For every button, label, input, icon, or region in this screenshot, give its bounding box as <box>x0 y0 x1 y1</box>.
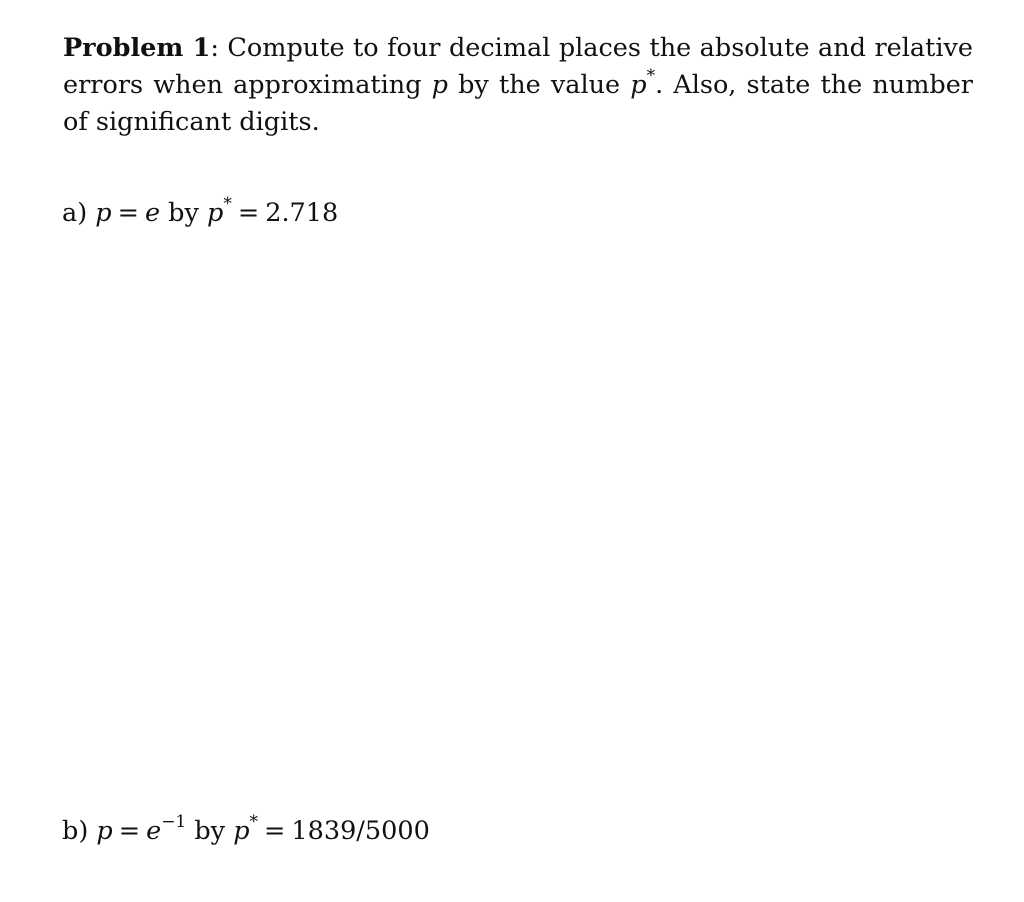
part-b-equals: = <box>118 816 141 846</box>
part-a-rhs-var: e <box>144 198 161 228</box>
math-var-pstar: p <box>630 70 647 100</box>
part-b-by: by <box>194 816 226 846</box>
problem-heading-colon: : <box>210 33 219 63</box>
problem-text-3: . Also, state the number of significant digits. <box>63 70 974 137</box>
part-b-approx-sup: * <box>249 812 259 832</box>
math-var-p: p <box>431 70 448 100</box>
math-var-pstar-sup: * <box>646 66 656 86</box>
part-a-equals: = <box>117 198 139 228</box>
part-a-by: by <box>168 198 199 228</box>
part-b-label: b) <box>62 816 89 846</box>
part-a-equals-2: = <box>237 198 260 228</box>
part-a-approx-var: p <box>207 198 224 228</box>
problem-text-2: by the value <box>448 70 631 100</box>
part-b-value: 1839/5000 <box>291 816 430 846</box>
problem-text-1: Compute to four decimal places the absolute and relative errors when approximating <box>63 33 973 100</box>
part-b-rhs-var: e <box>146 816 162 846</box>
part-a <box>62 195 338 232</box>
problem-statement <box>63 30 973 141</box>
part-a-lhs-var: p <box>95 198 112 228</box>
part-b-rhs-sup: −1 <box>161 812 187 832</box>
part-b <box>62 813 430 850</box>
part-a-label: a) <box>62 198 88 228</box>
part-a-approx-sup: * <box>223 194 232 214</box>
part-b-lhs-var: p <box>96 816 113 846</box>
part-b-equals-2: = <box>264 816 286 846</box>
part-b-approx-var: p <box>233 816 250 846</box>
problem-heading: Problem 1 <box>63 33 211 63</box>
part-a-value: 2.718 <box>265 198 339 228</box>
